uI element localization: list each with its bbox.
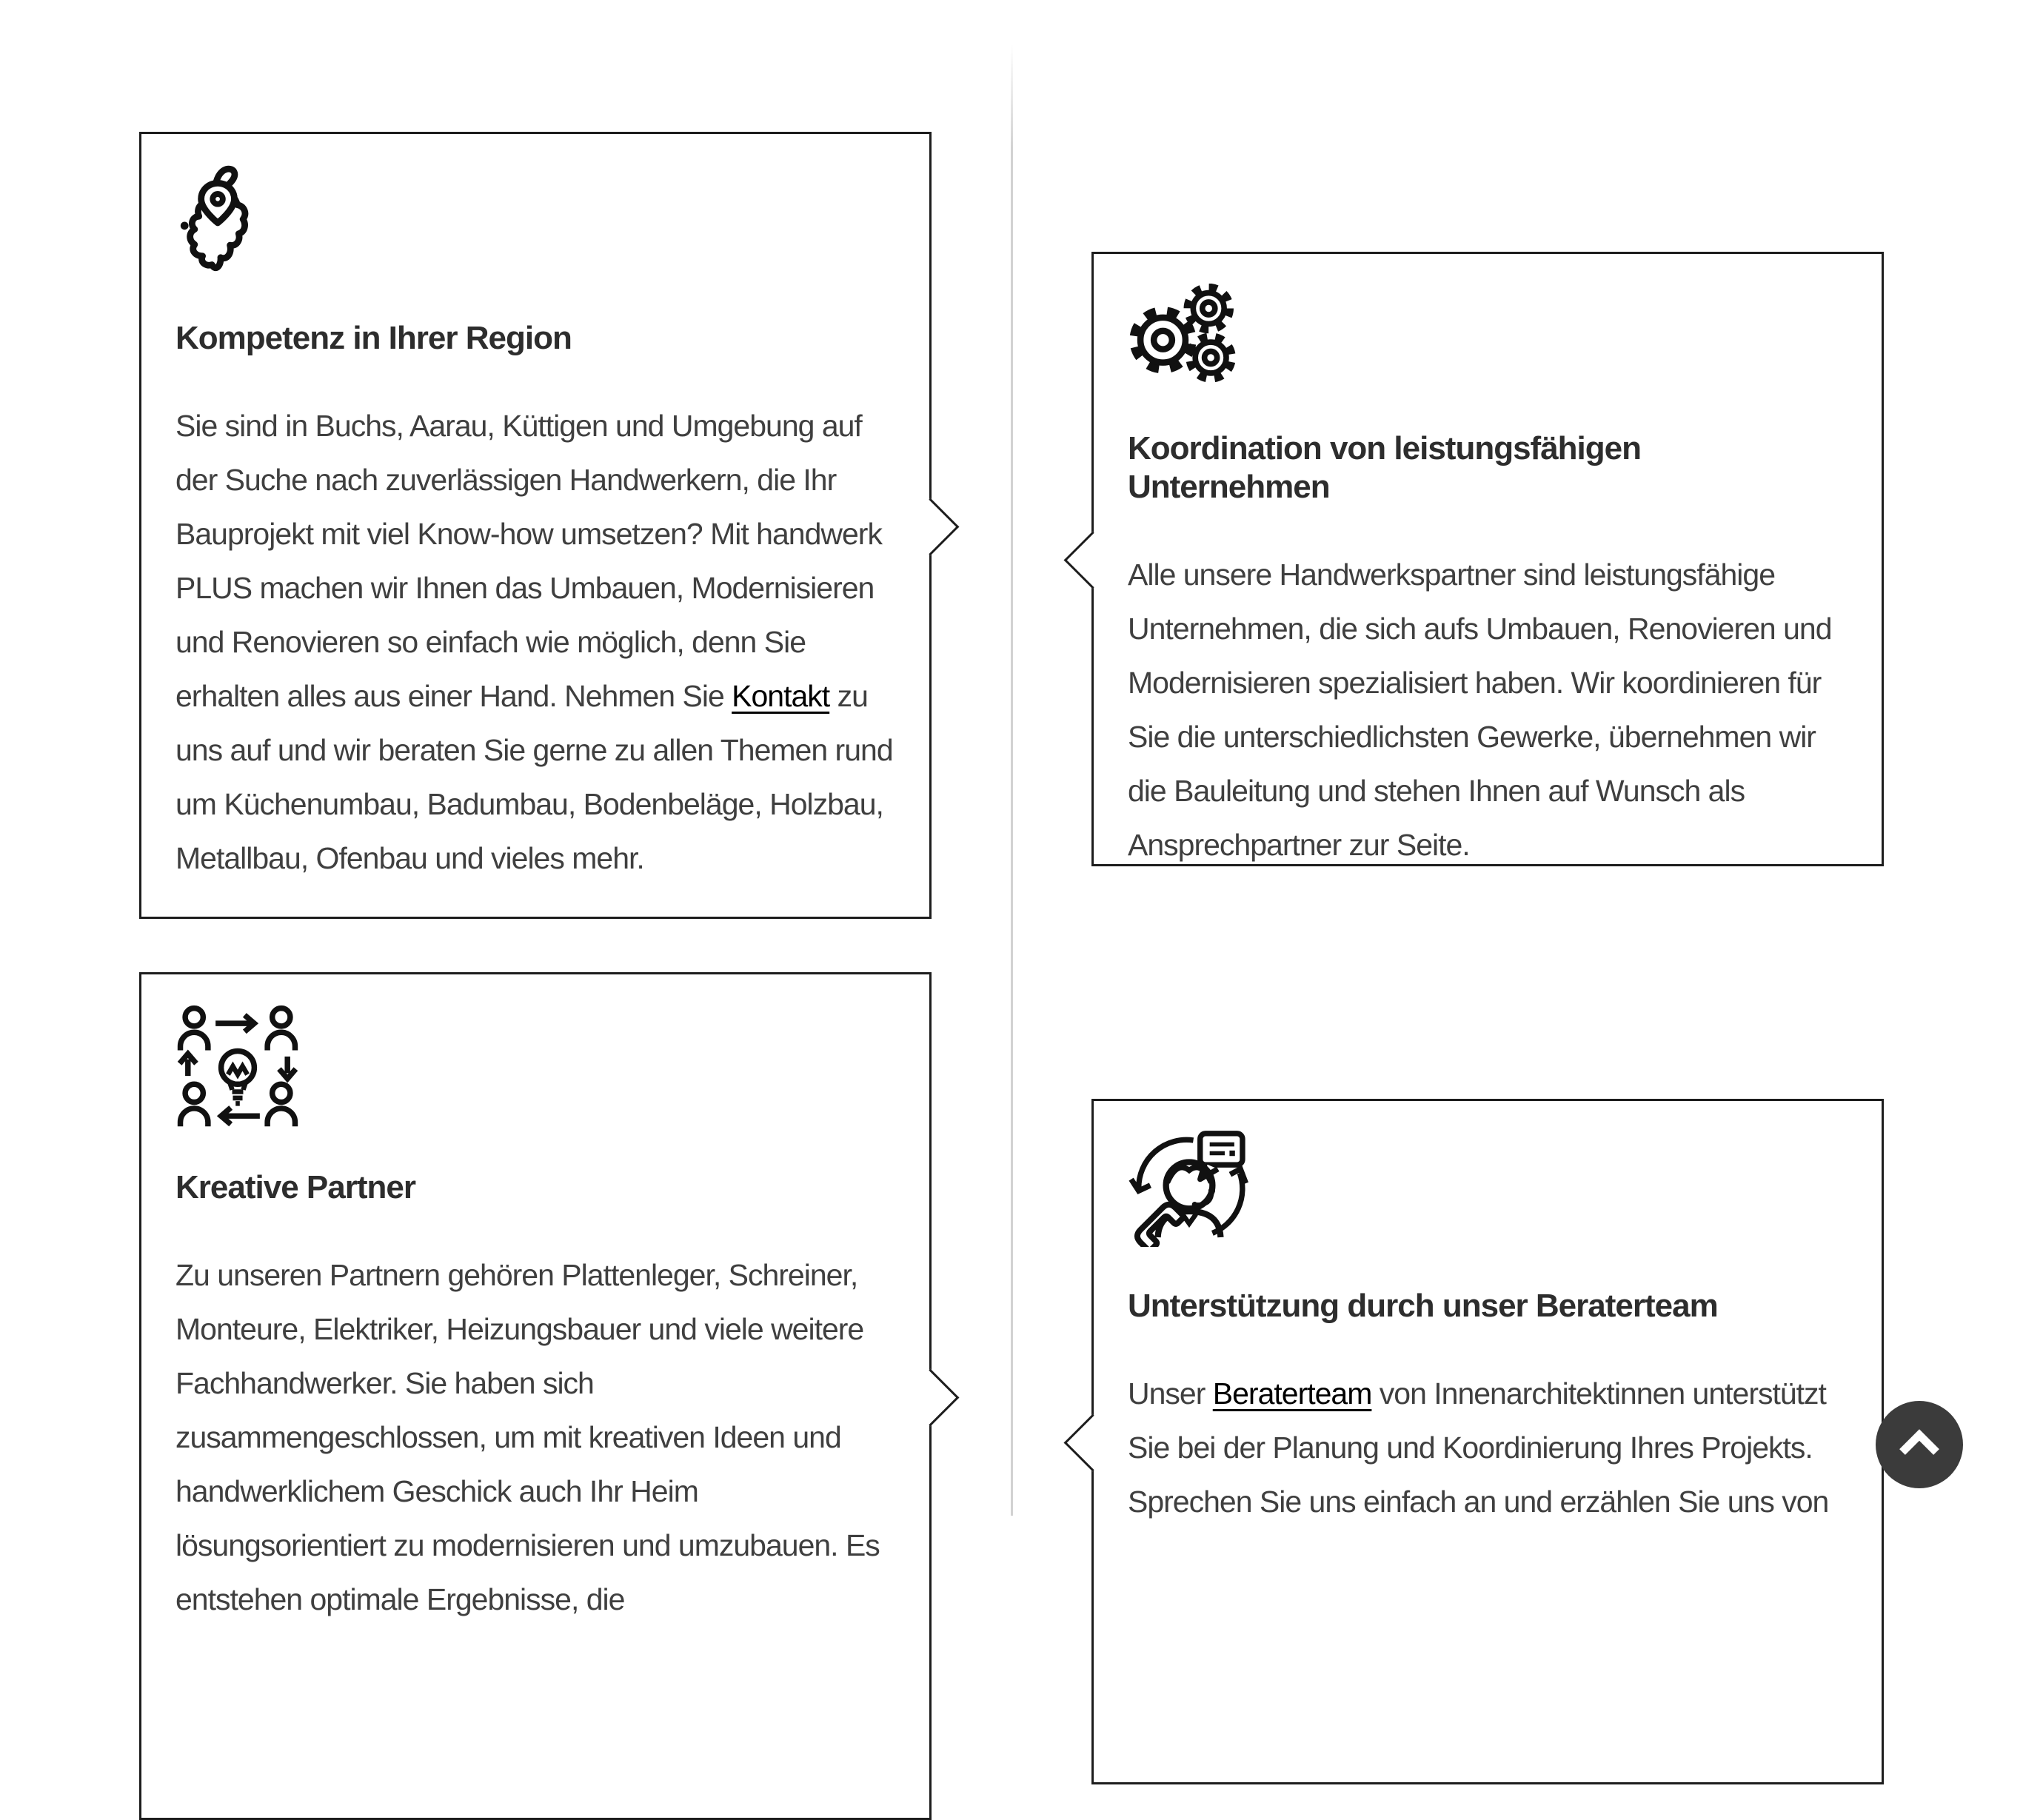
card-text <box>1128 548 1848 872</box>
card-title: Kompetenz in Ihrer Region <box>175 320 572 356</box>
card-pointer-left <box>1064 1414 1122 1472</box>
card-koordination <box>1091 252 1884 866</box>
card-pointer-left <box>1064 532 1122 589</box>
card-title: Koordination von leistungsfähigen Unternehmen <box>1128 430 1641 505</box>
text-segment: Unser <box>1128 1376 1213 1411</box>
card-title: Unterstützung durch unser Beraterteam <box>1128 1288 1718 1324</box>
card-beraterteam <box>1091 1099 1884 1784</box>
text-segment: Zu unseren Partnern gehören Plattenleger, Schreiner, Monteure, Elektriker, Heizungsbauer und viele weitere Fachhandwerker. Sie haben sich zusammengeschlossen, um mit kreativen Ideen und handwerklichem Geschick auch Ihr Heim lösungsorientiert zu modernisieren und umzubauen. Es entstehen optimale Ergebnisse, die <box>175 1258 880 1616</box>
card-kreative-partner <box>139 972 932 1820</box>
column-divider <box>1011 44 1013 1516</box>
card-text <box>175 1248 895 1627</box>
scroll-to-top-button[interactable] <box>1876 1401 1963 1488</box>
card-title: Kreative Partner <box>175 1169 415 1205</box>
support-agent-icon <box>1128 1131 1251 1247</box>
text-segment: von Innenarchitektinnen unterstützt Sie bei der Planung und Koordinierung Ihres Projekts. Sprechen Sie uns einfach an und erzählen Sie uns von <box>1128 1376 1829 1519</box>
card-kompetenz-region <box>139 132 932 919</box>
card-pointer-right <box>902 498 960 555</box>
card-pointer-right <box>902 1368 960 1426</box>
chevron-up-icon <box>1876 1401 1963 1488</box>
text-segment: zu uns auf und wir beraten Sie gerne zu allen Themen rund um Küchenumbau, Badumbau, Bodenbeläge, Holzbau, Metallbau, Ofenbau und vieles mehr. <box>175 679 893 875</box>
text-segment: Sie sind in Buchs, Aarau, Küttigen und Umgebung auf der Suche nach zuverlässigen Handwerkern, die Ihr Bauprojekt mit viel Know-how umsetzen? Mit handwerk PLUS machen wir Ihnen das Umbauen, Modernisieren und Renovieren so einfach wie möglich, denn Sie erhalten alles aus einer Hand. Nehmen Sie <box>175 409 882 713</box>
team-idea-icon <box>175 1004 300 1128</box>
text-segment: Alle unsere Handwerkspartner sind leistungsfähige Unternehmen, die sich aufs Umbauen, Renovieren und Modernisieren spezialisiert haben. Wir koordinieren für Sie die unterschiedlichsten Gewerke, übernehmen wir die Bauleitung und stehen Ihnen auf Wunsch als Ansprechpartner zur Seite. <box>1128 558 1832 862</box>
card-text <box>1128 1367 1848 1529</box>
gears-icon <box>1128 284 1240 389</box>
kontakt-link[interactable]: Kontakt <box>732 679 830 713</box>
region-map-pin-icon <box>175 164 263 279</box>
beraterteam-link[interactable]: Beraterteam <box>1212 1376 1372 1411</box>
card-text <box>175 399 895 886</box>
